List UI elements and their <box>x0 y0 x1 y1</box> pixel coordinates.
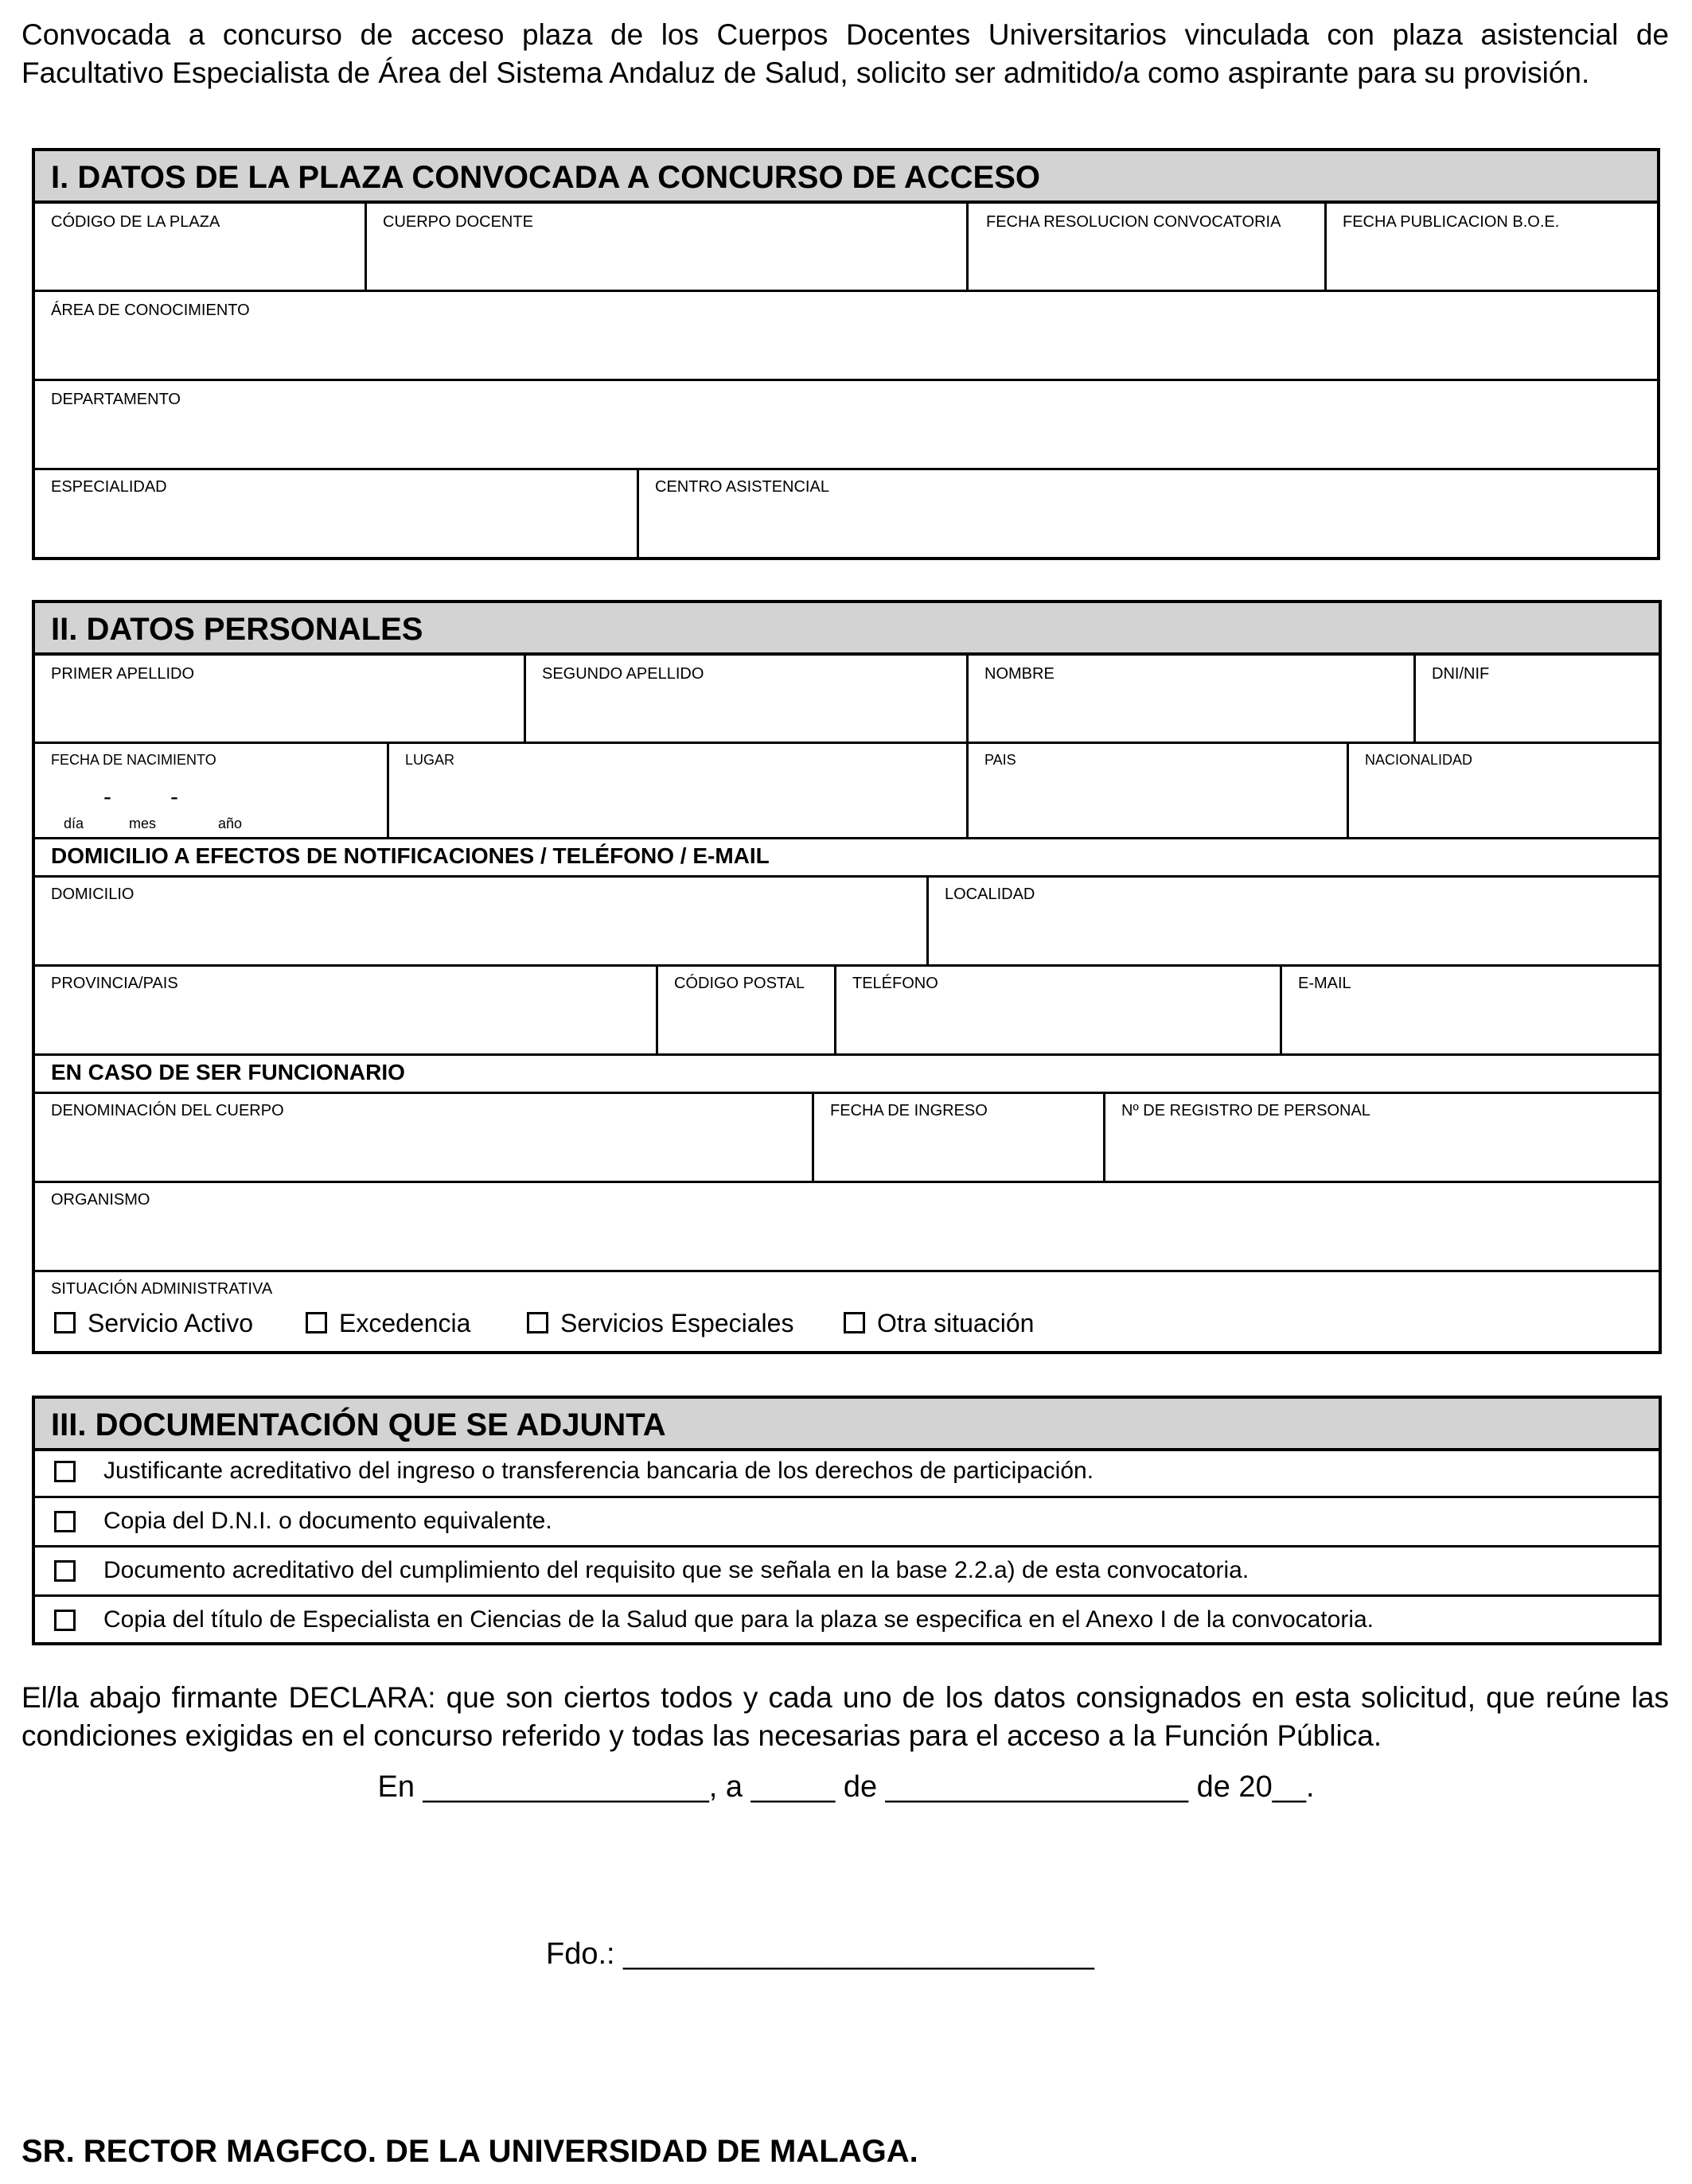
section-personales <box>32 600 1662 1354</box>
area-conocimiento-field[interactable] <box>35 292 1657 379</box>
section-plaza <box>32 148 1660 560</box>
fecha-ingreso-field[interactable] <box>814 1094 1103 1181</box>
area-conocimiento-label: ÁREA DE CONOCIMIENTO <box>51 302 250 319</box>
doc-justificante-label: Justificante acreditativo del ingreso o transferencia bancaria de los derechos de participación. <box>103 1458 1094 1484</box>
doc-dni-label: Copia del D.N.I. o documento equivalente. <box>103 1508 552 1534</box>
dni-field[interactable] <box>1416 656 1659 742</box>
departamento-label: DEPARTAMENTO <box>51 391 181 408</box>
doc-dni-checkbox[interactable] <box>54 1511 76 1532</box>
especialidad-label: ESPECIALIDAD <box>51 478 167 496</box>
email-label: E-MAIL <box>1298 975 1351 992</box>
telefono-label: TELÉFONO <box>852 975 938 992</box>
intro-paragraph: Convocada a concurso de acceso plaza de los Cuerpos Docentes Universitarios vinculada con plaza asistencial de Facultativo Especialista de Área del Sistema Andaluz de Salud, solicito ser admitido/a como aspirante para su provisión. <box>21 18 1669 89</box>
codigo-postal-label: CÓDIGO POSTAL <box>674 975 805 992</box>
situacion-label: SITUACIÓN ADMINISTRATIVA <box>51 1280 273 1298</box>
nacionalidad-label: NACIONALIDAD <box>1365 752 1473 768</box>
telefono-field[interactable] <box>836 967 1280 1053</box>
nombre-label: NOMBRE <box>984 665 1055 683</box>
place-date-line[interactable]: En _________________, a _____ de __________________ de 20__. <box>377 1770 1315 1804</box>
date-separator-2: - <box>170 784 178 810</box>
primer-apellido-field[interactable] <box>35 656 524 742</box>
codigo-plaza-field[interactable] <box>35 204 365 290</box>
pais-label: PAIS <box>984 752 1016 768</box>
lugar-field[interactable] <box>389 744 966 837</box>
dni-label: DNI/NIF <box>1432 665 1490 683</box>
excedencia-label: Excedencia <box>339 1309 471 1337</box>
fecha-boe-field[interactable] <box>1327 204 1657 290</box>
cuerpo-docente-field[interactable] <box>367 204 966 290</box>
registro-personal-label: Nº DE REGISTRO DE PERSONAL <box>1121 1102 1370 1119</box>
fecha-ingreso-label: FECHA DE INGRESO <box>830 1102 988 1119</box>
domicilio-label: DOMICILIO <box>51 886 135 903</box>
servicio-activo-checkbox[interactable] <box>54 1312 76 1333</box>
dia-label: día <box>64 816 84 831</box>
excedencia-checkbox[interactable] <box>306 1312 327 1333</box>
codigo-postal-field[interactable] <box>658 967 834 1053</box>
doc-item <box>35 1547 1659 1594</box>
doc-titulo-checkbox[interactable] <box>54 1610 76 1631</box>
email-field[interactable] <box>1282 967 1659 1053</box>
anio-label: año <box>218 816 243 831</box>
doc-requisito-checkbox[interactable] <box>54 1560 76 1582</box>
section-plaza-title: I. DATOS DE LA PLAZA CONVOCADA A CONCURSO DE ACCESO <box>35 151 1657 204</box>
lugar-label: LUGAR <box>405 752 455 768</box>
segundo-apellido-field[interactable] <box>526 656 966 742</box>
codigo-plaza-label: CÓDIGO DE LA PLAZA <box>51 213 220 231</box>
localidad-field[interactable] <box>929 878 1659 964</box>
domicilio-field[interactable] <box>35 878 926 964</box>
fecha-nacimiento-label: FECHA DE NACIMIENTO <box>51 752 216 768</box>
provincia-field[interactable] <box>35 967 656 1053</box>
especialidad-field[interactable] <box>35 470 637 557</box>
funcionario-subheader: EN CASO DE SER FUNCIONARIO <box>51 1060 405 1084</box>
fecha-boe-label: FECHA PUBLICACION B.O.E. <box>1343 213 1560 231</box>
fecha-nacimiento-field[interactable] <box>35 744 387 837</box>
centro-asistencial-field[interactable] <box>639 470 1657 557</box>
nacionalidad-field[interactable] <box>1349 744 1659 837</box>
localidad-label: LOCALIDAD <box>945 886 1035 903</box>
servicio-activo-label: Servicio Activo <box>88 1309 254 1337</box>
pais-field[interactable] <box>969 744 1347 837</box>
denominacion-field[interactable] <box>35 1094 812 1181</box>
registro-personal-field[interactable] <box>1105 1094 1659 1181</box>
doc-justificante-checkbox[interactable] <box>54 1461 76 1482</box>
doc-item <box>35 1498 1659 1545</box>
servicios-especiales-checkbox[interactable] <box>527 1312 548 1333</box>
primer-apellido-label: PRIMER APELLIDO <box>51 665 195 683</box>
nombre-field[interactable] <box>969 656 1413 742</box>
section-personales-title: II. DATOS PERSONALES <box>35 603 1659 656</box>
fecha-resolucion-label: FECHA RESOLUCION CONVOCATORIA <box>986 213 1281 231</box>
servicios-especiales-label: Servicios Especiales <box>560 1309 794 1337</box>
doc-titulo-label: Copia del título de Especialista en Ciencias de la Salud que para la plaza se especifica en el Anexo I de la convocatoria. <box>103 1606 1374 1633</box>
declaration-paragraph: El/la abajo firmante DECLARA: que son ciertos todos y cada uno de los datos consignados en esta solicitud, que reúne las condiciones exigidas en el concurso referido y todas las necesarias para el acceso a la Función Pública. <box>21 1681 1669 1752</box>
fecha-resolucion-field[interactable] <box>969 204 1324 290</box>
date-separator-1: - <box>103 784 111 810</box>
denominacion-label: DENOMINACIÓN DEL CUERPO <box>51 1102 284 1119</box>
organismo-field[interactable] <box>35 1183 1659 1270</box>
otra-situacion-checkbox[interactable] <box>844 1312 865 1333</box>
departamento-field[interactable] <box>35 381 1657 468</box>
segundo-apellido-label: SEGUNDO APELLIDO <box>542 665 704 683</box>
addressee: SR. RECTOR MAGFCO. DE LA UNIVERSIDAD DE MALAGA. <box>21 2134 918 2169</box>
section-documentacion-title: III. DOCUMENTACIÓN QUE SE ADJUNTA <box>35 1399 1659 1451</box>
section-documentacion <box>32 1396 1662 1645</box>
cuerpo-docente-label: CUERPO DOCENTE <box>383 213 533 231</box>
otra-situacion-label: Otra situación <box>877 1309 1035 1337</box>
doc-requisito-label: Documento acreditativo del cumplimiento del requisito que se señala en la base 2.2.a) de esta convocatoria. <box>103 1557 1250 1583</box>
domicilio-subheader: DOMICILIO A EFECTOS DE NOTIFICACIONES / TELÉFONO / E-MAIL <box>51 843 770 868</box>
organismo-label: ORGANISMO <box>51 1191 150 1209</box>
mes-label: mes <box>129 816 157 831</box>
centro-asistencial-label: CENTRO ASISTENCIAL <box>655 478 829 496</box>
doc-item <box>35 1448 1659 1496</box>
signature-line[interactable]: Fdo.: ____________________________ <box>546 1937 1094 1971</box>
situacion-field <box>35 1272 1659 1351</box>
provincia-label: PROVINCIA/PAIS <box>51 975 178 992</box>
doc-item <box>35 1597 1659 1643</box>
